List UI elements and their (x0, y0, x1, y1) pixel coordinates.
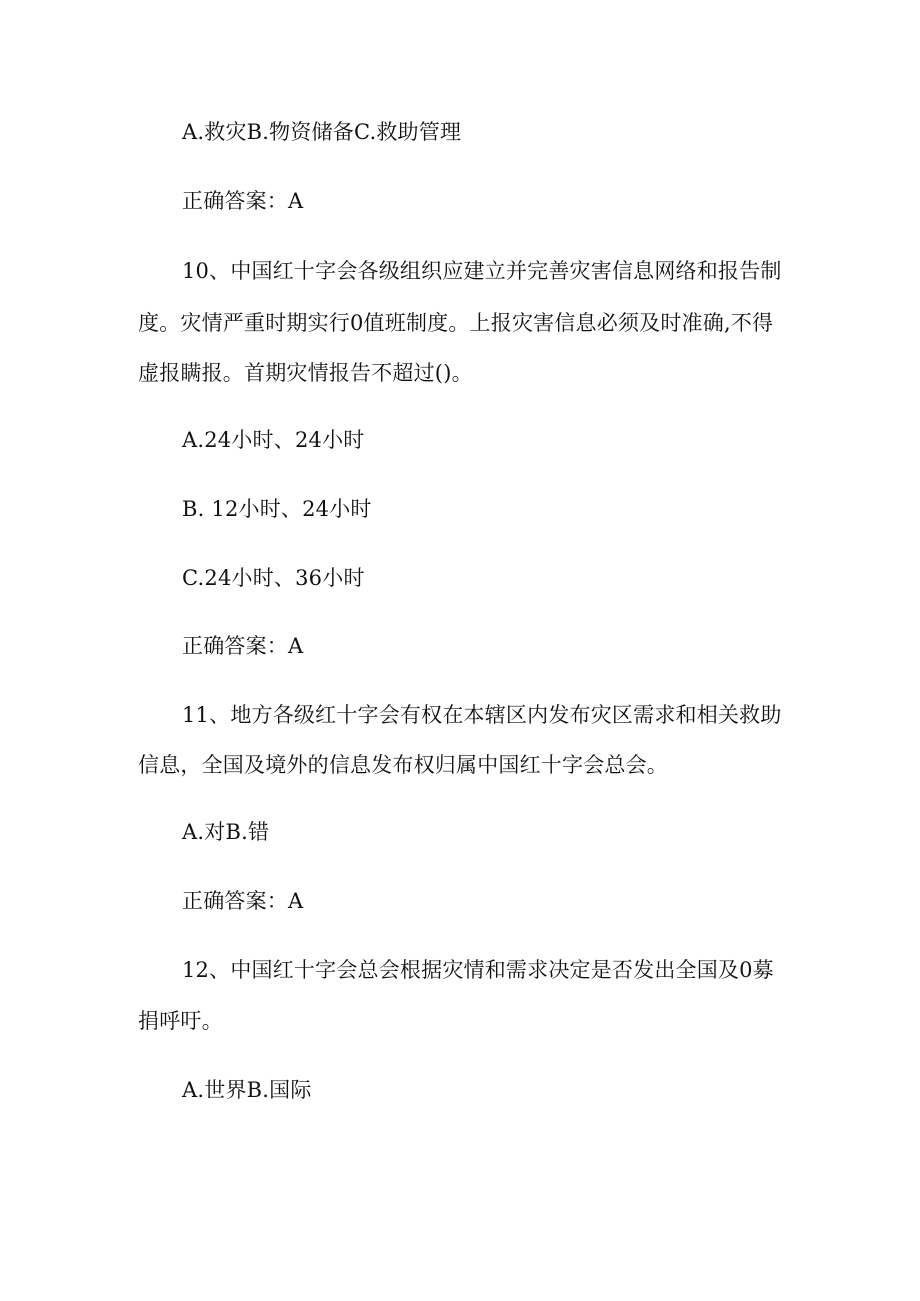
question-10-answer: 正确答案：A (182, 634, 304, 658)
question-12-text-line-2: 捐呼吁。 (138, 1009, 223, 1033)
question-10-option-c: C.24小时、36小时 (182, 566, 365, 590)
question-10-text-line-3: 虚报瞒报。首期灾情报告不超过()。 (138, 361, 473, 385)
question-10-option-a: A.24小时、24小时 (182, 428, 365, 452)
question-12-text-line-1: 12、中国红十字会总会根据灾情和需求决定是否发出全国及0募 (182, 958, 774, 982)
question-11-answer: 正确答案：A (182, 889, 304, 913)
question-11-text-line-2: 信息，全国及境外的信息发布权归属中国红十字会总会。 (138, 753, 668, 777)
question-9-options: A.救灾B.物资储备C.救助管理 (182, 120, 462, 144)
question-10-text-line-2: 度。灾情严重时期实行0值班制度。上报灾害信息必须及时准确,不得 (138, 311, 774, 335)
question-10-option-b: B. 12小时、24小时 (182, 497, 372, 521)
question-10-text-line-1: 10、中国红十字会各级组织应建立并完善灾害信息网络和报告制 (182, 259, 782, 283)
question-11-options: A.对B.错 (182, 820, 270, 844)
question-9-answer: 正确答案：A (182, 189, 304, 213)
question-12-options: A.世界B.国际 (182, 1078, 312, 1102)
question-11-text-line-1: 11、地方各级红十字会有权在本辖区内发布灾区需求和相关救助 (182, 703, 782, 727)
